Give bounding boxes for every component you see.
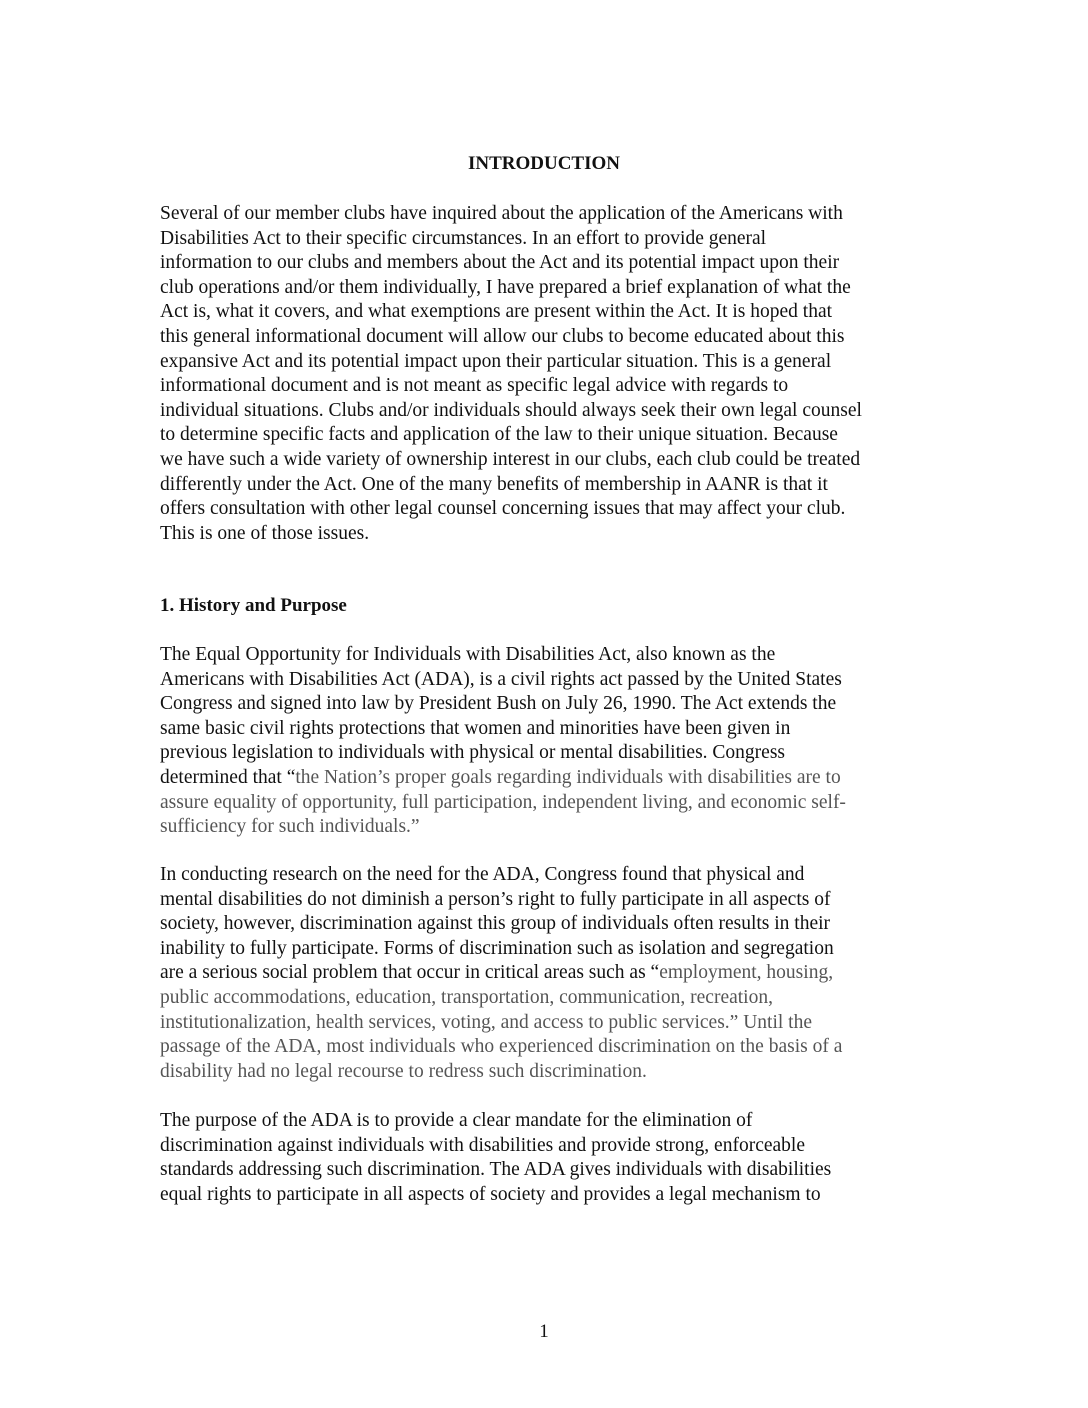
line-lead-text: are a serious social problem that occur in critical areas such as “ <box>160 962 660 984</box>
quoted-line: institutionalization, health services, voting, and access to public services.” Until the <box>160 1011 812 1033</box>
paragraph-line: same basic civil rights protections that women and minorities have been given in <box>160 717 791 739</box>
intro-line: club operations and/or them individually, I have prepared a brief explanation of what the <box>160 276 851 298</box>
paragraph-line <box>160 961 842 986</box>
history-paragraph-1 <box>160 643 846 840</box>
history-paragraph-2 <box>160 863 842 1084</box>
intro-line: this general informational document will allow our clubs to become educated about this <box>160 325 845 347</box>
quoted-line: public accommodations, education, transportation, communication, recreation, <box>160 986 773 1008</box>
paragraph-line: mental disabilities do not diminish a person’s right to fully participate in all aspects of <box>160 888 831 910</box>
quoted-line: disability had no legal recourse to redress such discrimination. <box>160 1060 647 1082</box>
paragraph-line: Congress and signed into law by President Bush on July 26, 1990. The Act extends the <box>160 693 837 715</box>
page-heading: INTRODUCTION <box>467 153 621 174</box>
history-paragraph-3 <box>160 1109 831 1207</box>
paragraph-line: inability to fully participate. Forms of discrimination such as isolation and segregation <box>160 937 834 959</box>
paragraph-line <box>160 766 846 791</box>
intro-line: Disabilities Act to their specific circumstances. In an effort to provide general <box>160 227 767 249</box>
intro-paragraph <box>160 202 862 546</box>
paragraph-line: previous legislation to individuals with physical or mental disabilities. Congress <box>160 742 786 764</box>
intro-line: This is one of those issues. <box>160 522 370 544</box>
paragraph-line: Americans with Disabilities Act (ADA), is a civil rights act passed by the United States <box>160 668 842 690</box>
intro-line: information to our clubs and members about the Act and its potential impact upon their <box>160 252 840 274</box>
quoted-line: passage of the ADA, most individuals who experienced discrimination on the basis of a <box>160 1036 843 1058</box>
quoted-text: employment, housing, <box>659 962 834 984</box>
intro-line: we have such a wide variety of ownership interest in our clubs, each club could be treated <box>160 448 861 470</box>
paragraph-line: In conducting research on the need for the ADA, Congress found that physical and <box>160 864 805 885</box>
intro-line: Act is, what it covers, and what exemptions are present within the Act. It is hoped that <box>160 301 833 323</box>
quoted-line: assure equality of opportunity, full participation, independent living, and economic self- <box>160 791 846 813</box>
quoted-line: sufficiency for such individuals.” <box>160 816 420 838</box>
paragraph-line: The purpose of the ADA is to provide a clear mandate for the elimination of <box>160 1110 753 1131</box>
intro-line: offers consultation with other legal counsel concerning issues that may affect your club. <box>160 498 846 520</box>
line-lead-text: determined that “ <box>160 766 296 788</box>
paragraph-line: equal rights to participate in all aspects of society and provides a legal mechanism to <box>160 1183 821 1205</box>
quoted-text: the Nation’s proper goals regarding individuals with disabilities are to <box>295 766 841 788</box>
paragraph-line: The Equal Opportunity for Individuals with Disabilities Act, also known as the <box>160 644 776 665</box>
intro-line: to determine specific facts and application of the law to their unique situation. Because <box>160 424 838 446</box>
paragraph-line: society, however, discrimination against this group of individuals often results in their <box>160 913 831 935</box>
section-heading-history: 1. History and Purpose <box>160 595 347 616</box>
paragraph-line: standards addressing such discrimination. The ADA gives individuals with disabilities <box>160 1159 832 1181</box>
paragraph-line: discrimination against individuals with disabilities and provide strong, enforceable <box>160 1134 805 1156</box>
intro-line: informational document and is not meant as specific legal advice with regards to <box>160 375 789 397</box>
intro-line: Several of our member clubs have inquired about the application of the Americans with <box>160 203 843 224</box>
intro-line: differently under the Act. One of the many benefits of membership in AANR is that it <box>160 473 828 495</box>
page-number: 1 <box>539 1321 549 1342</box>
intro-line: expansive Act and its potential impact upon their particular situation. This is a general <box>160 350 832 372</box>
intro-line: individual situations. Clubs and/or individuals should always seek their own legal counsel <box>160 399 862 421</box>
